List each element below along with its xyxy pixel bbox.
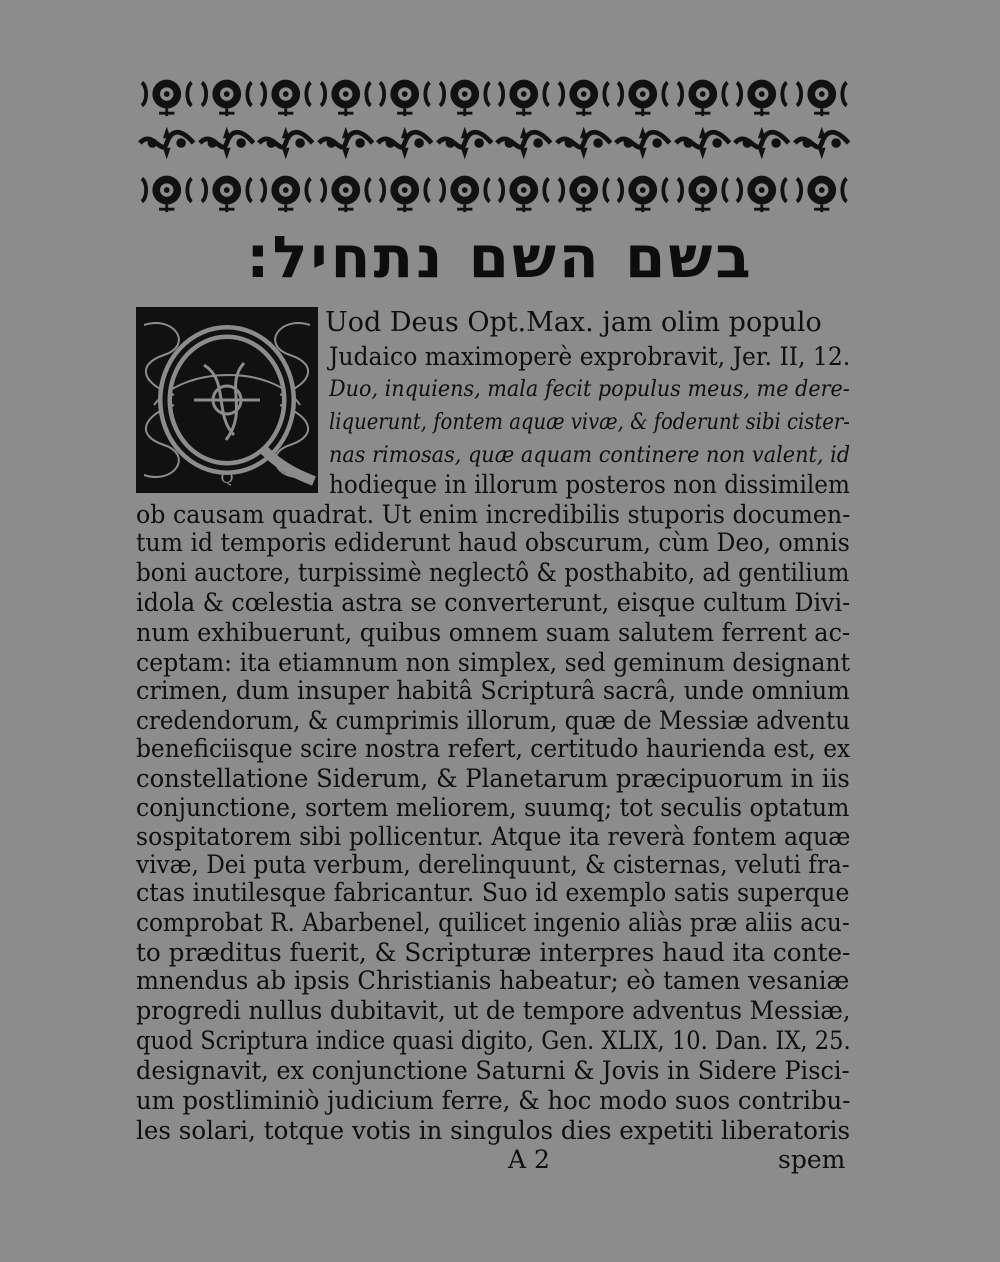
ornamental-headpiece (138, 72, 850, 214)
flower-ornament-icon (793, 120, 851, 166)
flower-ornament-icon (138, 168, 196, 214)
flower-ornament-icon (614, 120, 672, 166)
flower-ornament-icon (733, 120, 791, 166)
flower-ornament-icon (436, 72, 494, 118)
text-line: to præditus fuerit, & Scripturæ interpres haud ita conte- (136, 938, 851, 967)
flower-ornament-icon (436, 120, 494, 166)
text-line: designavit, ex conjunctione Saturni & Jovis in Sidere Pisci- (136, 1056, 850, 1085)
svg-text:Q: Q (220, 468, 234, 487)
flower-ornament-icon (733, 168, 791, 214)
catchword: spem (778, 1145, 846, 1174)
flower-ornament-icon (793, 72, 851, 118)
flower-ornament-icon (436, 168, 494, 214)
flower-ornament-icon (555, 168, 613, 214)
flower-ornament-icon (376, 120, 434, 166)
text-line: quod Scriptura indice quasi digito, Gen. XLIX, 10. Dan. IX, 25. (136, 1026, 851, 1055)
flower-ornament-icon (793, 168, 851, 214)
text-line: tum id temporis ediderunt haud obscurum, cùm Deo, omnis (136, 528, 850, 557)
text-line: mnendus ab ipsis Christianis habeatur; eò tamen vesaniæ (136, 966, 850, 995)
text-line: vivæ, Dei puta verbum, derelinquunt, & cisternas, veluti fra- (136, 850, 850, 879)
initial-q-icon (134, 305, 320, 495)
flower-ornament-icon (138, 72, 196, 118)
text-line: ob causam quadrat. Ut enim incredibilis stuporis documen- (136, 500, 851, 529)
text-line: ctas inutilesque fabricantur. Suo id exemplo satis superque (136, 878, 850, 907)
text-line: constellatione Siderum, & Planetarum præcipuorum in iis (136, 764, 850, 793)
text-line: num exhibuerunt, quibus omnem suam salutem ferrent ac- (136, 618, 851, 647)
text-line: Uod Deus Opt.Max. jam olim populo (325, 307, 822, 338)
text-line: nas rimosas, quæ aquam continere non valent, id (329, 443, 851, 468)
flower-ornament-icon (198, 120, 256, 166)
flower-ornament-icon (138, 120, 196, 166)
text-line: les solari, totque votis in singulos dies expetiti liberatoris (136, 1116, 851, 1145)
flower-ornament-icon (495, 72, 553, 118)
flower-ornament-icon (198, 72, 256, 118)
text-line: idola & cœlestia astra se converterunt, eisque cultum Divi- (136, 588, 851, 617)
flower-ornament-icon (257, 72, 315, 118)
text-line: crimen, dum insuper habitâ Scripturâ sacrâ, unde omnium (136, 676, 850, 705)
text-line: beneficiisque scire nostra refert, certitudo haurienda est, ex (136, 734, 851, 763)
text-line: Duo, inquiens, mala fecit populus meus, me dere- (329, 377, 850, 402)
flower-ornament-icon (495, 168, 553, 214)
text-line: Judaico maximoperè exprobravit, Jer. II, 12. (329, 342, 851, 371)
flower-ornament-icon (198, 168, 256, 214)
text-line: liquerunt, fontem aquæ vivæ, & foderunt sibi cister- (329, 410, 850, 435)
flower-ornament-icon (674, 120, 732, 166)
flower-ornament-icon (257, 168, 315, 214)
text-line: boni auctore, turpissimè neglectô & posthabito, ad gentilium (136, 558, 850, 587)
flower-ornament-icon (614, 168, 672, 214)
flower-ornament-icon (674, 72, 732, 118)
decorated-initial-q (134, 305, 320, 495)
flower-ornament-icon (317, 120, 375, 166)
flower-ornament-icon (495, 120, 553, 166)
flower-ornament-icon (376, 72, 434, 118)
flower-ornament-icon (555, 120, 613, 166)
flower-ornament-icon (674, 168, 732, 214)
flower-ornament-icon (614, 72, 672, 118)
text-line: um postliminiò judicium ferre, & hoc modo suos contribu- (136, 1086, 851, 1115)
text-line: hodieque in illorum posteros non dissimilem (329, 470, 850, 499)
text-line: conjunctione, sortem meliorem, suumq; tot seculis optatum (136, 793, 850, 822)
text-line: ceptam: ita etiamnum non simplex, sed geminum designant (136, 648, 851, 677)
text-line: credendorum, & cumprimis illorum, quæ de Messiæ adventu (136, 706, 851, 735)
text-line: comprobat R. Abarbenel, quilicet ingenio aliàs præ aliis acu- (136, 908, 850, 937)
flower-ornament-icon (555, 72, 613, 118)
flower-ornament-icon (317, 168, 375, 214)
flower-ornament-icon (733, 72, 791, 118)
signature-mark: A 2 (508, 1145, 550, 1174)
flower-ornament-icon (376, 168, 434, 214)
hebrew-heading: בשם השם נתחיל: (246, 223, 754, 291)
text-line: progredi nullus dubitavit, ut de tempore adventus Messiæ, (136, 996, 851, 1025)
flower-ornament-icon (257, 120, 315, 166)
flower-ornament-icon (317, 72, 375, 118)
text-line: sospitatorem sibi pollicentur. Atque ita reverà fontem aquæ (136, 822, 851, 851)
